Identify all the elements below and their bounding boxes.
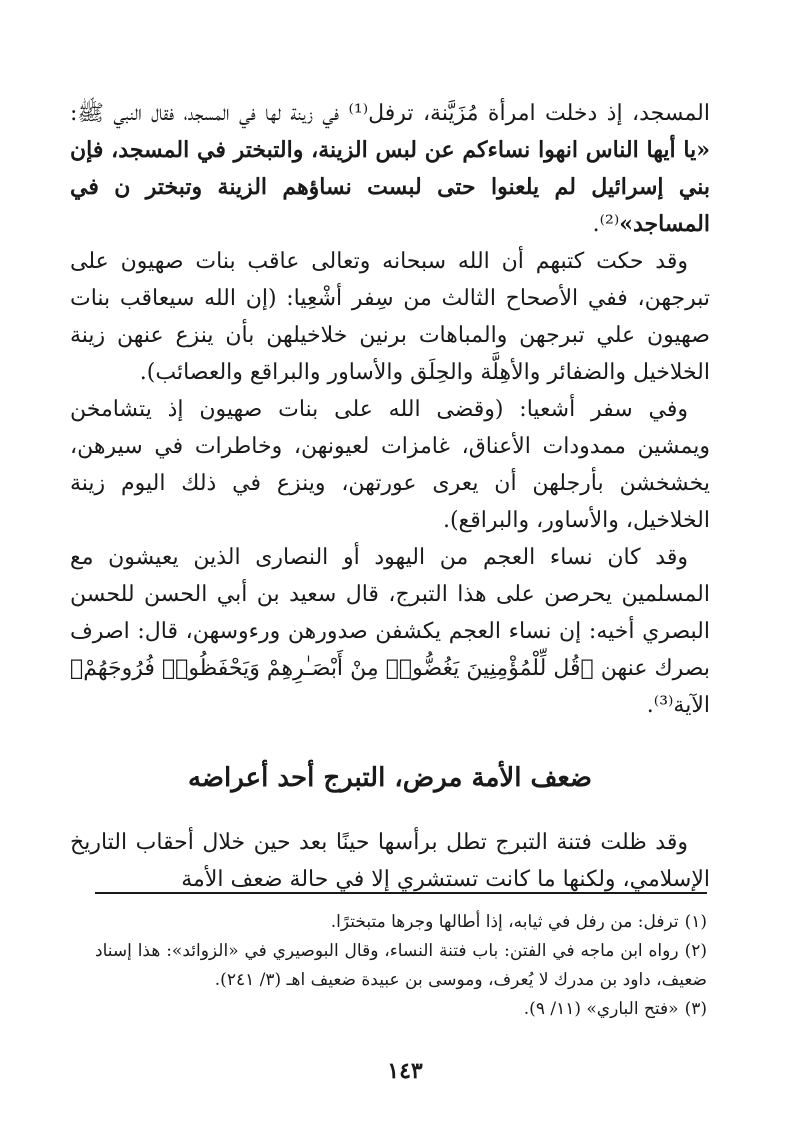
footnote-ref-2: ⁽²⁾. <box>592 212 620 237</box>
footnote-2 <box>95 937 707 995</box>
footnote-text: رواه ابن ماجه في الفتن: باب فتنة النساء، وقال البوصيري في «الزوائد»: هذا إسناد ضعيف، داود بن مدرك لا يُعرف، وموسى بن عبيدة ضعيف اهـ (٣/ ٢٤١). <box>95 941 707 990</box>
footnote-text: ترفل: من رفل في ثيابه، إذا أطالها وجرها متبخترًا. <box>330 912 679 932</box>
paragraph-1 <box>70 95 710 243</box>
footnote-1 <box>95 908 707 937</box>
hadith-quote: «يا أيها الناس انهوا نساءكم عن لبس الزينة، والتبختر في المسجد، فإن بني إسرائيل لم يلعنوا حتى لبست نساؤهم الزينة وتبختر ن في المساجد» <box>70 137 710 237</box>
paragraph-4: وقد كان نساء العجم من اليهود أو النصارى الذين يعيشون مع المسلمين يحرصن على هذا التبرج، قال سعيد بن أبي الحسن للحسن البصري أخيه: إن نساء العجم يكشفن صدورهن ورءوسهن، قال: اصرف بصرك عنهن ﴿قُل لِّلْمُؤْمِنِينَ يَغُضُّوا۟ مِنْ أَبْصَـٰرِهِمْ وَيَحْفَظُوا۟ فُرُوجَهُمْ﴾ الآية⁽³⁾. <box>70 545 710 718</box>
page-number: ١٤٣ <box>387 1058 423 1084</box>
paragraph-2: وقد حكت كتبهم أن الله سبحانه وتعالى عاقب بنات صهيون على تبرجهن، ففي الأصحاح الثالث من سِفر أشْعِيا: (إن الله سيعاقب بنات صهيون علي تبرجهن والمباهات برنين خلاخيلهن بأن ينزع عنهن زينة الخلاخيل والضفائر والأهِلَّة والحِلَق والأساور والبراقع والعصائب). <box>70 249 710 385</box>
footnote-number: (٣) <box>684 999 707 1019</box>
footnote-number: (١) <box>684 912 707 932</box>
paragraph-3: وفي سفر أشعيا: (وقضى الله على بنات صهيون إذ يتشامخن ويمشين ممدودات الأعناق، غامزات لعيونهن، وخاطرات في سيرهن، يخشخشن بأرجلهن أن يعرى عورتهن، وينزع في ذلك اليوم زينة الخلاخيل، والأساور، والبراقع). <box>70 397 710 533</box>
footnote-text: «فتح الباري» (١١/ ٩). <box>523 999 679 1019</box>
paragraph-5: وقد ظلت فتنة التبرج تطل برأسها حينًا بعد حين خلال أحقاب التاريخ الإسلامي، ولكنها ما كانت تستشري إلا في حالة ضعف الأمة <box>70 830 710 892</box>
footnote-number: (٢) <box>684 941 707 961</box>
footnote-3 <box>95 995 707 1024</box>
section-heading: ضعف الأمة مرض، التبرج أحد أعراضه <box>187 763 593 793</box>
paragraph-1-text: المسجد، إذ دخلت امرأة مُزَيَّنة، ترفل⁽¹⁾ في زينة لها في المسجد، فقال النبي ﷺ: <box>70 101 710 126</box>
footnotes <box>95 892 707 1024</box>
main-text <box>70 95 710 898</box>
